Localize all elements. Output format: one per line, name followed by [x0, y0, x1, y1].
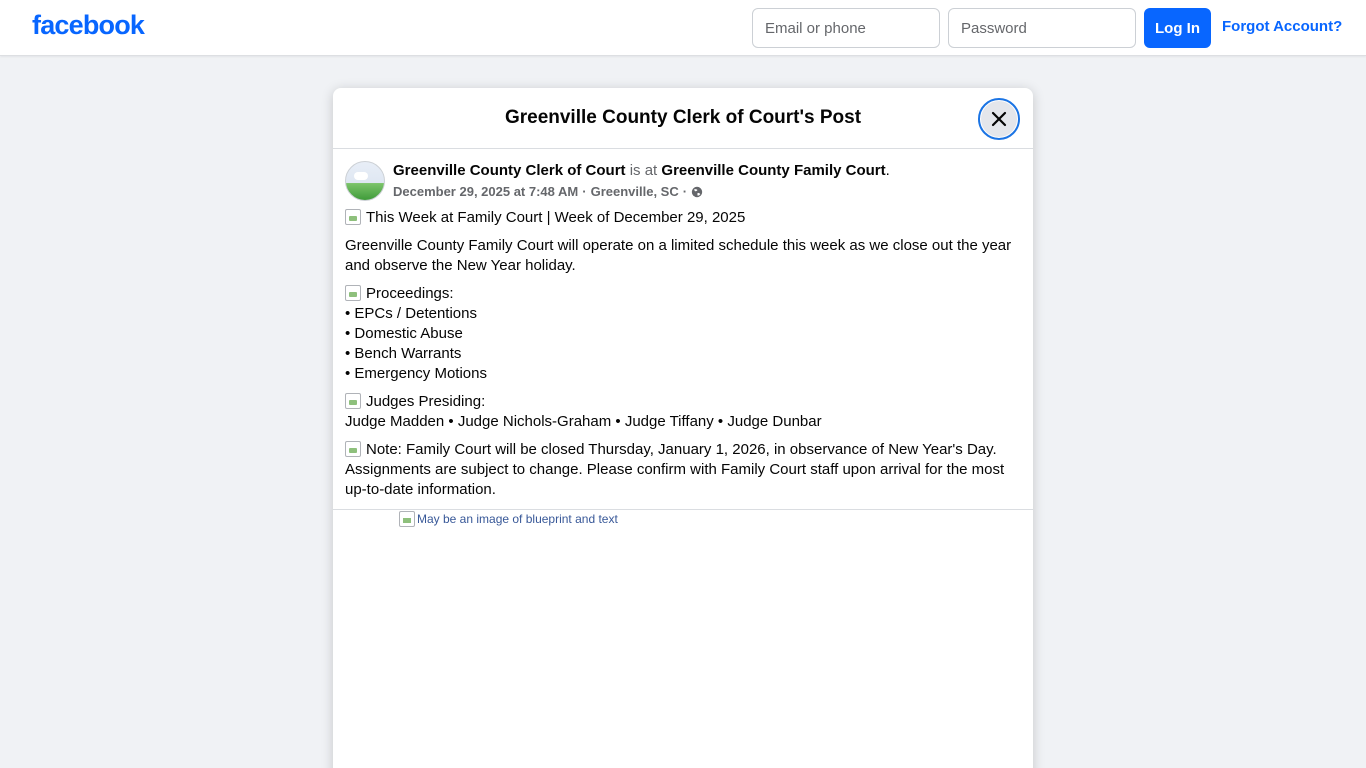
post-heading	[345, 208, 1021, 228]
note-text: Note: Family Court will be closed Thursday, January 1, 2026, in observance of New Year's Day.	[366, 441, 997, 458]
email-input[interactable]	[752, 8, 940, 48]
list-item: • Domestic Abuse	[345, 325, 463, 342]
image-alt-text: May be an image of blueprint and text	[417, 512, 618, 526]
dialog-title: Greenville County Clerk of Court's Post	[504, 107, 862, 128]
post-place: Greenville, SC	[590, 184, 679, 199]
dialog-header	[333, 88, 1033, 149]
author-line	[393, 162, 890, 179]
judges-label: Judges Presiding:	[366, 393, 486, 410]
password-input[interactable]	[948, 8, 1136, 48]
globe-icon	[691, 186, 703, 198]
gavel-emoji-icon	[345, 285, 361, 301]
calendar-emoji-icon	[345, 209, 361, 225]
post-meta	[393, 184, 703, 199]
warning-emoji-icon	[345, 441, 361, 457]
post-dialog	[333, 88, 1033, 768]
list-item: • Bench Warrants	[345, 345, 462, 362]
judge-emoji-icon	[345, 393, 361, 409]
post-date-link[interactable]: December 29, 2025 at 7:48 AM	[393, 184, 579, 199]
post-image[interactable]	[399, 511, 618, 527]
judges-section	[345, 392, 1021, 432]
facebook-logo[interactable]: facebook	[32, 10, 145, 40]
login-button[interactable]: Log In	[1144, 8, 1211, 48]
close-button[interactable]	[978, 98, 1020, 140]
is-at-text: is at	[629, 162, 658, 179]
judges-list: Judge Madden • Judge Nichols-Graham • Judge Tiffany • Judge Dunbar	[345, 413, 822, 430]
avatar[interactable]	[345, 161, 385, 201]
location-page-link[interactable]: Greenville County Family Court	[661, 162, 886, 179]
period-text: .	[885, 162, 890, 179]
note-section	[345, 440, 1021, 500]
post-heading-text: This Week at Family Court | Week of December 29, 2025	[366, 209, 746, 226]
proceedings-label: Proceedings:	[366, 285, 454, 302]
divider	[333, 509, 1033, 510]
forgot-account-link[interactable]: Forgot Account?	[1222, 18, 1343, 35]
note-text-2: Assignments are subject to change. Please confirm with Family Court staff upon arrival for the most up-to-date information.	[345, 461, 1005, 498]
list-item: • EPCs / Detentions	[345, 305, 477, 322]
post-intro: Greenville County Family Court will operate on a limited schedule this week as we close out the year and observe the New Year holiday.	[345, 237, 1012, 274]
list-item: • Emergency Motions	[345, 365, 487, 382]
close-icon	[989, 109, 1009, 129]
post-body	[345, 208, 1021, 508]
post-author-row	[345, 161, 1025, 203]
meta-separator: ·	[582, 184, 587, 199]
broken-image-icon	[399, 511, 415, 527]
author-name-link[interactable]: Greenville County Clerk of Court	[393, 162, 626, 179]
top-bar	[0, 0, 1366, 56]
meta-separator-2: ·	[682, 184, 688, 199]
proceedings-section	[345, 284, 1021, 384]
